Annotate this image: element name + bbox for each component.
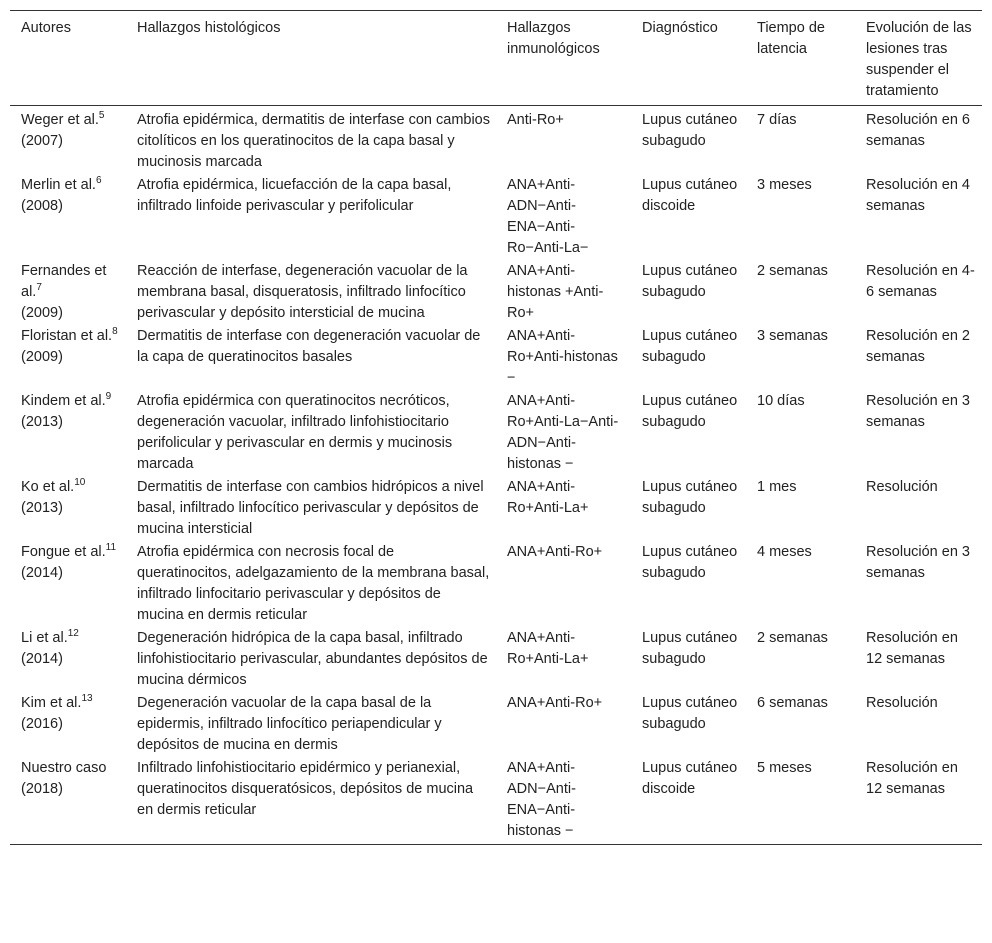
cell-immunology: ANA+Anti-Ro+ bbox=[507, 695, 603, 711]
author-year: (2018) bbox=[21, 781, 63, 797]
cell-author bbox=[10, 261, 126, 326]
cell-evolution: Resolución en 12 semanas bbox=[866, 760, 958, 797]
reference-number: 11 bbox=[105, 542, 117, 553]
author-name: Ko et al. bbox=[21, 479, 75, 495]
cell-histology: Degeneración hidrópica de la capa basal, infiltrado linfohistiocitario perivascular, abundantes depósitos de mucina dérmicos bbox=[137, 630, 488, 688]
author-year: (2009) bbox=[21, 305, 63, 321]
cell-histology: Dermatitis de interfase con degeneración vacuolar de la capa de queratinocitos basales bbox=[137, 328, 481, 365]
table-row bbox=[10, 693, 982, 758]
author-year: (2009) bbox=[21, 349, 63, 365]
author-name: Kim et al. bbox=[21, 695, 82, 711]
cell-evolution: Resolución en 3 semanas bbox=[866, 393, 970, 430]
author-name: Fongue et al. bbox=[21, 544, 106, 560]
table-row bbox=[10, 326, 982, 391]
cell-evolution: Resolución en 3 semanas bbox=[866, 544, 970, 581]
cell-author bbox=[10, 542, 126, 628]
header-authors: Autores bbox=[10, 11, 126, 106]
table-row bbox=[10, 477, 982, 542]
cell-evolution: Resolución en 6 semanas bbox=[866, 112, 970, 149]
cell-author bbox=[10, 758, 126, 845]
reference-number: 13 bbox=[81, 693, 93, 704]
cell-evolution: Resolución en 4 semanas bbox=[866, 177, 970, 214]
cell-histology: Atrofia epidérmica con queratinocitos necróticos, degeneración vacuolar, infiltrado linfohistiocitario perifolicular y perivascular en dermis y mucinosis marcada bbox=[137, 393, 453, 472]
cell-diagnosis: Lupus cutáneo discoide bbox=[642, 760, 738, 797]
reference-number: 7 bbox=[36, 282, 42, 293]
cell-author bbox=[10, 628, 126, 693]
cell-diagnosis: Lupus cutáneo subagudo bbox=[642, 263, 738, 300]
cell-author bbox=[10, 106, 126, 176]
table-row bbox=[10, 628, 982, 693]
reference-number: 10 bbox=[74, 477, 86, 488]
author-year: (2014) bbox=[21, 651, 63, 667]
author-year: (2013) bbox=[21, 414, 63, 430]
table-row bbox=[10, 106, 982, 176]
author-name: Kindem et al. bbox=[21, 393, 106, 409]
cell-immunology: ANA+Anti-histonas +Anti-Ro+ bbox=[507, 263, 604, 321]
author-name: Weger et al. bbox=[21, 112, 99, 128]
cell-latency: 4 meses bbox=[757, 544, 812, 560]
cell-immunology: ANA+Anti-Ro+ bbox=[507, 544, 603, 560]
case-comparison-table bbox=[10, 10, 982, 845]
cell-author bbox=[10, 693, 126, 758]
header-diagnosis: Diagnóstico bbox=[631, 11, 746, 106]
cell-author bbox=[10, 326, 126, 391]
author-name: Nuestro caso bbox=[21, 760, 107, 776]
cell-latency: 6 semanas bbox=[757, 695, 828, 711]
cell-latency: 3 semanas bbox=[757, 328, 828, 344]
author-name: Merlin et al. bbox=[21, 177, 96, 193]
cell-author bbox=[10, 477, 126, 542]
reference-number: 6 bbox=[95, 175, 102, 186]
cell-latency: 7 días bbox=[757, 112, 797, 128]
cell-immunology: ANA+Anti-Ro+Anti-La+ bbox=[507, 630, 589, 667]
cell-diagnosis: Lupus cutáneo subagudo bbox=[642, 328, 738, 365]
cell-immunology: ANA+Anti-Ro+Anti-La−Anti-ADN−Anti-histonas − bbox=[507, 393, 619, 472]
cell-histology: Atrofia epidérmica con necrosis focal de queratinocitos, adelgazamiento de la membrana basal, infiltrado linfocitario perivascular y depósitos de mucina en dermis reticular bbox=[137, 544, 490, 623]
table-row bbox=[10, 175, 982, 261]
cell-evolution: Resolución bbox=[866, 479, 938, 495]
reference-number: 8 bbox=[112, 326, 118, 337]
cell-latency: 5 meses bbox=[757, 760, 812, 776]
cell-diagnosis: Lupus cutáneo subagudo bbox=[642, 695, 738, 732]
table-row bbox=[10, 542, 982, 628]
header-histology: Hallazgos histológicos bbox=[126, 11, 496, 106]
cell-histology: Infiltrado linfohistiocitario epidérmico y perianexial, queratinocitos disqueratósicos, depósitos de mucina en dermis reticular bbox=[137, 760, 474, 818]
cell-diagnosis: Lupus cutáneo subagudo bbox=[642, 393, 738, 430]
table-row bbox=[10, 261, 982, 326]
case-table-container bbox=[10, 10, 982, 845]
cell-histology: Atrofia epidérmica, dermatitis de interfase con cambios citolíticos en los queratinocitos de la capa basal y mucinosis marcada bbox=[137, 112, 490, 170]
reference-number: 9 bbox=[105, 391, 112, 402]
cell-immunology: Anti-Ro+ bbox=[507, 112, 564, 128]
cell-diagnosis: Lupus cutáneo discoide bbox=[642, 177, 738, 214]
cell-histology: Dermatitis de interfase con cambios hidrópicos a nivel basal, infiltrado linfocítico perivascular y depósitos de mucina intersticial bbox=[137, 479, 484, 537]
author-name: Li et al. bbox=[21, 630, 68, 646]
author-year: (2007) bbox=[21, 133, 63, 149]
cell-latency: 1 mes bbox=[757, 479, 797, 495]
cell-diagnosis: Lupus cutáneo subagudo bbox=[642, 479, 738, 516]
cell-evolution: Resolución en 4-6 semanas bbox=[866, 263, 975, 300]
cell-latency: 2 semanas bbox=[757, 630, 828, 646]
cell-histology: Degeneración vacuolar de la capa basal de la epidermis, infiltrado linfocítico periapendicular y depósitos de mucina en dermis bbox=[137, 695, 442, 753]
author-name: Fernandes et al. bbox=[21, 263, 107, 300]
author-name: Floristan et al. bbox=[21, 328, 113, 344]
author-year: (2008) bbox=[21, 198, 63, 214]
author-year: (2014) bbox=[21, 565, 63, 581]
cell-diagnosis: Lupus cutáneo subagudo bbox=[642, 630, 738, 667]
cell-immunology: ANA+Anti-ADN−Anti-ENA−Anti-histonas − bbox=[507, 760, 576, 839]
cell-diagnosis: Lupus cutáneo subagudo bbox=[642, 112, 738, 149]
cell-immunology: ANA+Anti-ADN−Anti-ENA−Anti-Ro−Anti-La− bbox=[507, 177, 589, 256]
cell-latency: 3 meses bbox=[757, 177, 812, 193]
table-body bbox=[10, 106, 982, 845]
header-row bbox=[10, 11, 982, 106]
cell-latency: 10 días bbox=[757, 393, 805, 409]
cell-histology: Atrofia epidérmica, licuefacción de la capa basal, infiltrado linfoide perivascular y perifolicular bbox=[137, 177, 452, 214]
author-year: (2013) bbox=[21, 500, 63, 516]
header-immunology: Hallazgos inmunológicos bbox=[496, 11, 631, 106]
cell-author bbox=[10, 391, 126, 477]
cell-evolution: Resolución bbox=[866, 695, 938, 711]
header-latency: Tiempo de latencia bbox=[746, 11, 855, 106]
reference-number: 12 bbox=[67, 628, 79, 639]
author-year: (2016) bbox=[21, 716, 63, 732]
cell-immunology: ANA+Anti-Ro+Anti-histonas − bbox=[507, 328, 618, 386]
cell-latency: 2 semanas bbox=[757, 263, 828, 279]
cell-evolution: Resolución en 12 semanas bbox=[866, 630, 958, 667]
table-row bbox=[10, 758, 982, 845]
header-evolution: Evolución de las lesiones tras suspender el tratamiento bbox=[855, 11, 982, 106]
cell-evolution: Resolución en 2 semanas bbox=[866, 328, 970, 365]
cell-author bbox=[10, 175, 126, 261]
cell-immunology: ANA+Anti-Ro+Anti-La+ bbox=[507, 479, 589, 516]
reference-number: 5 bbox=[98, 110, 105, 121]
cell-histology: Reacción de interfase, degeneración vacuolar de la membrana basal, disqueratosis, infiltrado linfocítico perivascular y depósito intersticial de mucina bbox=[137, 263, 468, 321]
table-header bbox=[10, 11, 982, 106]
cell-diagnosis: Lupus cutáneo subagudo bbox=[642, 544, 738, 581]
table-row bbox=[10, 391, 982, 477]
